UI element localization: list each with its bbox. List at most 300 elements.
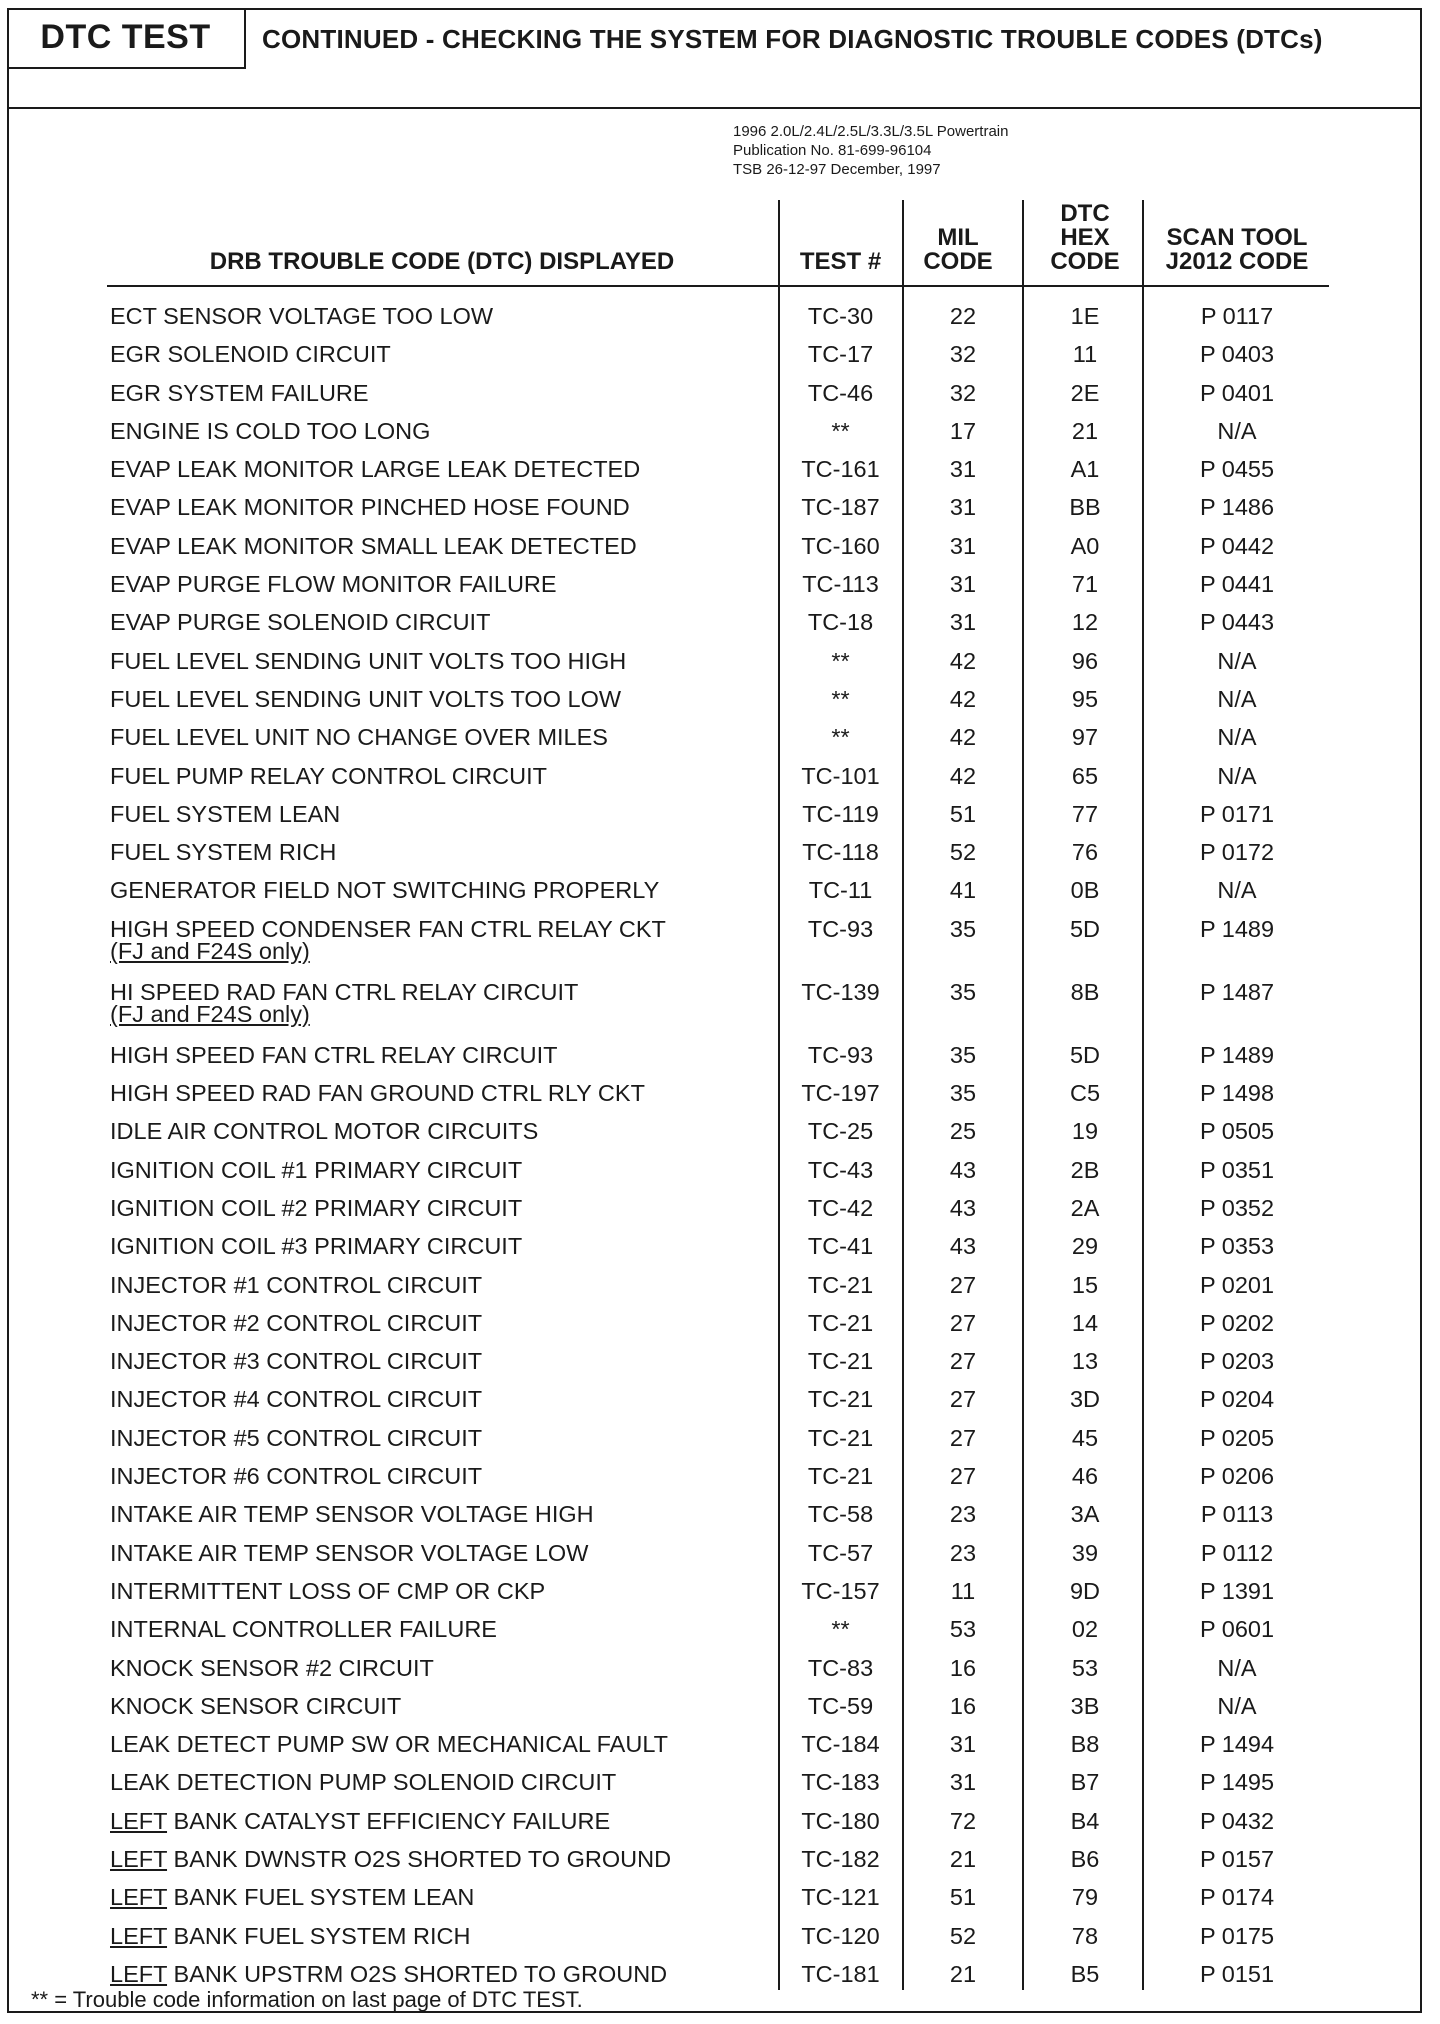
mil-code: 27 — [949, 1424, 977, 1451]
table-row — [0, 1423, 1440, 1461]
scan-tool-code: P 0172 — [1199, 839, 1275, 866]
scan-tool-code: P 0112 — [1200, 1539, 1274, 1566]
dtc-description-note: (FJ and F24S only) — [110, 937, 310, 964]
dtc-description — [110, 1959, 667, 1989]
section-tag: DTC TEST — [7, 8, 246, 69]
dtc-hex-code: B4 — [1070, 1807, 1100, 1834]
publication-line: TSB 26-12-97 December, 1997 — [733, 161, 941, 178]
dtc-description-text: KNOCK SENSOR CIRCUIT — [110, 1692, 402, 1719]
scan-tool-code: P 0455 — [1199, 456, 1275, 483]
dtc-description-text: INJECTOR #4 CONTROL CIRCUIT — [110, 1386, 483, 1413]
test-number: TC-46 — [807, 379, 874, 406]
dtc-description — [110, 454, 640, 484]
dtc-description-text: EGR SOLENOID CIRCUIT — [110, 341, 391, 368]
dtc-description-lead: LEFT — [110, 1960, 168, 1987]
dtc-description-text: FUEL LEVEL SENDING UNIT VOLTS TOO HIGH — [110, 647, 627, 674]
table-row — [0, 569, 1440, 607]
dtc-hex-code: 78 — [1071, 1922, 1099, 1949]
mil-code: 35 — [949, 1041, 977, 1068]
dtc-description-text: INTERNAL CONTROLLER FAILURE — [110, 1616, 497, 1643]
mil-code: 21 — [949, 1960, 977, 1987]
dtc-hex-code: 1E — [1070, 303, 1100, 329]
dtc-description-text: INTAKE AIR TEMP SENSOR VOLTAGE LOW — [110, 1539, 589, 1566]
mil-code: 35 — [949, 915, 977, 942]
dtc-description-lead: LEFT — [110, 1922, 168, 1949]
dtc-hex-code: 9D — [1069, 1577, 1101, 1604]
test-number: TC-93 — [807, 915, 874, 942]
dtc-description — [110, 1729, 668, 1759]
header-line: CODE — [1050, 248, 1120, 275]
dtc-hex-code: 29 — [1071, 1233, 1099, 1260]
mil-code: 42 — [949, 762, 977, 789]
dtc-description — [110, 1576, 545, 1606]
dtc-description-text: HIGH SPEED FAN CTRL RELAY CIRCUIT — [110, 1041, 558, 1068]
table-row — [0, 684, 1440, 722]
mil-code: 31 — [949, 609, 977, 636]
test-number: TC-93 — [807, 1041, 874, 1068]
scan-tool-code: P 0441 — [1199, 571, 1275, 598]
table-row — [0, 1193, 1440, 1231]
test-number: ** — [831, 417, 850, 444]
header-line: J2012 CODE — [1165, 248, 1309, 275]
scan-tool-code: N/A — [1217, 1654, 1257, 1681]
scan-tool-code: P 0205 — [1199, 1424, 1275, 1451]
mil-code: 35 — [949, 978, 977, 1005]
mil-code: 27 — [949, 1463, 977, 1490]
dtc-hex-code: B7 — [1070, 1769, 1100, 1796]
dtc-description — [110, 531, 637, 561]
table-row — [0, 1882, 1440, 1920]
dtc-hex-code: 2B — [1070, 1156, 1100, 1183]
dtc-hex-code: A1 — [1070, 456, 1100, 483]
test-number: TC-120 — [801, 1922, 880, 1949]
scan-tool-code: P 0171 — [1199, 800, 1275, 827]
mil-code: 21 — [949, 1845, 977, 1872]
dtc-hex-code: 2E — [1070, 379, 1100, 406]
table-row — [0, 1921, 1440, 1959]
table-row — [0, 1499, 1440, 1537]
dtc-hex-code: BB — [1069, 494, 1101, 521]
dtc-description-text: LEAK DETECT PUMP SW OR MECHANICAL FAULT — [110, 1731, 669, 1758]
dtc-description-text: BANK CATALYST EFFICIENCY FAILURE — [167, 1807, 611, 1834]
dtc-description — [110, 607, 490, 637]
table-row — [0, 799, 1440, 837]
mil-code: 23 — [949, 1501, 977, 1528]
dtc-description — [110, 1270, 482, 1300]
mil-code: 42 — [949, 685, 977, 712]
dtc-description — [110, 1231, 522, 1261]
mil-code: 52 — [949, 1922, 977, 1949]
mil-code: 11 — [950, 1577, 976, 1604]
dtc-description-text: LEAK DETECTION PUMP SOLENOID CIRCUIT — [110, 1769, 617, 1796]
scan-tool-code: P 1495 — [1199, 1769, 1275, 1796]
mil-code: 27 — [949, 1309, 977, 1336]
table-row — [0, 454, 1440, 492]
scan-tool-code: N/A — [1217, 417, 1257, 444]
mil-code: 43 — [949, 1233, 977, 1260]
scan-tool-code: N/A — [1217, 685, 1257, 712]
scan-tool-code: N/A — [1217, 647, 1257, 674]
test-number: TC-43 — [807, 1156, 874, 1183]
dtc-hex-code: B5 — [1070, 1960, 1100, 1987]
dtc-hex-code: 95 — [1071, 685, 1099, 712]
dtc-description-text: FUEL PUMP RELAY CONTROL CIRCUIT — [110, 762, 547, 789]
table-row — [0, 607, 1440, 645]
dtc-hex-code: 45 — [1071, 1424, 1099, 1451]
test-number: TC-58 — [807, 1501, 874, 1528]
dtc-description-text: FUEL LEVEL SENDING UNIT VOLTS TOO LOW — [110, 685, 622, 712]
dtc-hex-code: 15 — [1071, 1271, 1099, 1298]
table-row — [0, 1729, 1440, 1767]
scan-tool-code: N/A — [1217, 1692, 1257, 1719]
table-row — [0, 1653, 1440, 1691]
dtc-description — [110, 1921, 470, 1951]
scan-tool-code: P 0203 — [1199, 1348, 1275, 1375]
scan-tool-code: N/A — [1217, 762, 1257, 789]
scan-tool-code: P 0206 — [1199, 1463, 1275, 1490]
dtc-description — [110, 416, 430, 446]
dtc-description-text: ECT SENSOR VOLTAGE TOO LOW — [110, 303, 494, 329]
dtc-description-text: EVAP LEAK MONITOR SMALL LEAK DETECTED — [110, 532, 637, 559]
table-row — [0, 722, 1440, 760]
test-number: ** — [831, 647, 850, 674]
table-row — [0, 492, 1440, 530]
dtc-description-text: GENERATOR FIELD NOT SWITCHING PROPERLY — [110, 877, 660, 904]
dtc-hex-code: 3D — [1069, 1386, 1101, 1413]
mil-code: 31 — [949, 1731, 977, 1758]
mil-code: 43 — [949, 1156, 977, 1183]
dtc-hex-code: 14 — [1071, 1309, 1099, 1336]
table-row — [0, 1346, 1440, 1384]
test-number: TC-101 — [801, 762, 880, 789]
scan-tool-code: P 0201 — [1199, 1271, 1275, 1298]
column-header-mil — [908, 226, 1008, 274]
header-line: SCAN TOOL — [1166, 224, 1308, 251]
dtc-description — [110, 799, 340, 829]
mil-code: 32 — [949, 379, 977, 406]
dtc-description-lead: LEFT — [110, 1884, 168, 1911]
dtc-hex-code: 77 — [1071, 800, 1099, 827]
test-number: TC-160 — [801, 532, 880, 559]
dtc-description-text: INJECTOR #2 CONTROL CIRCUIT — [110, 1309, 483, 1336]
dtc-description — [110, 977, 579, 1027]
dtc-description-text: BANK FUEL SYSTEM LEAN — [167, 1884, 475, 1911]
dtc-description — [110, 1806, 610, 1836]
header-rule — [107, 285, 1329, 287]
dtc-hex-code: 76 — [1071, 839, 1099, 866]
mil-code: 31 — [949, 494, 977, 521]
test-number: TC-187 — [801, 494, 880, 521]
table-row — [0, 339, 1440, 377]
dtc-description — [110, 1614, 497, 1644]
dtc-description — [110, 1423, 482, 1453]
dtc-hex-code: 97 — [1071, 724, 1099, 751]
dtc-description-text: KNOCK SENSOR #2 CIRCUIT — [110, 1654, 434, 1681]
mil-code: 27 — [949, 1348, 977, 1375]
dtc-description-text: IGNITION COIL #1 PRIMARY CIRCUIT — [110, 1156, 523, 1183]
test-number: TC-21 — [807, 1463, 874, 1490]
dtc-hex-code: 65 — [1071, 762, 1099, 789]
table-row — [0, 378, 1440, 416]
dtc-hex-code: 79 — [1071, 1884, 1099, 1911]
test-number: TC-182 — [801, 1845, 880, 1872]
dtc-description-text: EVAP PURGE SOLENOID CIRCUIT — [110, 609, 491, 636]
scan-tool-code: P 0204 — [1199, 1386, 1275, 1413]
test-number: TC-157 — [801, 1577, 880, 1604]
mil-code: 41 — [949, 877, 977, 904]
dtc-description-text: BANK FUEL SYSTEM RICH — [167, 1922, 471, 1949]
table-row — [0, 1767, 1440, 1805]
dtc-description — [110, 722, 608, 752]
dtc-hex-code: 12 — [1071, 609, 1099, 636]
test-number: TC-21 — [807, 1424, 874, 1451]
dtc-description — [110, 1691, 401, 1721]
dtc-description-text: EVAP LEAK MONITOR LARGE LEAK DETECTED — [110, 456, 641, 483]
scan-tool-code: N/A — [1217, 724, 1257, 751]
table-row — [0, 1384, 1440, 1422]
scan-tool-code: P 0175 — [1199, 1922, 1275, 1949]
dtc-hex-code: 21 — [1071, 417, 1099, 444]
table-row — [0, 977, 1440, 1040]
mil-code: 35 — [949, 1080, 977, 1107]
scan-tool-code: P 0353 — [1199, 1233, 1275, 1260]
dtc-hex-code: 2A — [1070, 1194, 1100, 1221]
test-number: TC-17 — [807, 341, 874, 368]
mil-code: 23 — [949, 1539, 977, 1566]
mil-code: 51 — [949, 800, 977, 827]
test-number: TC-57 — [807, 1539, 874, 1566]
table-row — [0, 1231, 1440, 1269]
table-row — [0, 1691, 1440, 1729]
dtc-hex-code: 5D — [1069, 1041, 1101, 1068]
test-number: TC-184 — [801, 1731, 880, 1758]
table-row — [0, 875, 1440, 913]
dtc-hex-code: 46 — [1071, 1463, 1099, 1490]
test-number: TC-121 — [801, 1884, 880, 1911]
test-number: TC-139 — [801, 978, 880, 1005]
mil-code: 52 — [949, 839, 977, 866]
dtc-description-lead: LEFT — [110, 1807, 168, 1834]
dtc-hex-code: 11 — [1072, 341, 1098, 368]
table-row — [0, 531, 1440, 569]
dtc-description — [110, 1155, 522, 1185]
column-header-scan-tool — [1142, 226, 1332, 274]
dtc-hex-code: 3B — [1070, 1692, 1100, 1719]
scan-tool-code: P 0174 — [1199, 1884, 1275, 1911]
dtc-description-lead: LEFT — [110, 1845, 168, 1872]
scan-tool-code: P 0442 — [1199, 532, 1275, 559]
footnote: ** = Trouble code information on last page of DTC TEST. — [31, 1987, 583, 2012]
dtc-description — [110, 1844, 671, 1874]
dtc-hex-code: 39 — [1071, 1539, 1099, 1566]
dtc-hex-code: 13 — [1071, 1348, 1099, 1375]
test-number: TC-42 — [807, 1194, 874, 1221]
dtc-description-text: ENGINE IS COLD TOO LONG — [110, 417, 431, 444]
dtc-description-text: INJECTOR #1 CONTROL CIRCUIT — [110, 1271, 483, 1298]
dtc-description-text: HI SPEED RAD FAN CTRL RELAY CIRCUIT — [110, 978, 579, 1005]
table-row — [0, 1806, 1440, 1844]
dtc-description-text: INJECTOR #3 CONTROL CIRCUIT — [110, 1348, 483, 1375]
scan-tool-code: P 0113 — [1200, 1501, 1274, 1528]
table-row — [0, 1844, 1440, 1882]
test-number: TC-21 — [807, 1271, 874, 1298]
publication-info — [733, 122, 1009, 179]
dtc-description — [110, 1308, 482, 1338]
header-line: MIL — [937, 224, 979, 251]
dtc-description-text: INJECTOR #6 CONTROL CIRCUIT — [110, 1463, 483, 1490]
dtc-description — [110, 684, 621, 714]
dtc-hex-code: C5 — [1069, 1080, 1101, 1107]
publication-line: 1996 2.0L/2.4L/2.5L/3.3L/3.5L Powertrain — [733, 123, 1009, 140]
scan-tool-code: P 1494 — [1199, 1731, 1275, 1758]
table-row — [0, 1116, 1440, 1154]
table-row — [0, 1576, 1440, 1614]
header-line: DTC — [1060, 200, 1110, 227]
dtc-description-text: IDLE AIR CONTROL MOTOR CIRCUITS — [110, 1118, 539, 1145]
test-number: TC-183 — [801, 1769, 880, 1796]
dtc-hex-code: 71 — [1071, 571, 1099, 598]
test-number: TC-21 — [807, 1386, 874, 1413]
table-row — [0, 646, 1440, 684]
test-number: TC-11 — [808, 877, 873, 904]
test-number: TC-21 — [807, 1348, 874, 1375]
dtc-description — [110, 875, 659, 905]
test-number: TC-30 — [807, 303, 874, 329]
table-row — [0, 1040, 1440, 1078]
mil-code: 42 — [949, 724, 977, 751]
dtc-description-text: IGNITION COIL #3 PRIMARY CIRCUIT — [110, 1233, 523, 1260]
dtc-description — [110, 378, 369, 408]
scan-tool-code: P 0117 — [1200, 303, 1274, 329]
scan-tool-code: P 0505 — [1199, 1118, 1275, 1145]
scan-tool-code: P 0151 — [1199, 1960, 1275, 1987]
dtc-hex-code: 96 — [1071, 647, 1099, 674]
mil-code: 27 — [949, 1271, 977, 1298]
test-number: TC-118 — [802, 839, 879, 866]
scan-tool-code: P 0202 — [1199, 1309, 1275, 1336]
mil-code: 25 — [949, 1118, 977, 1145]
header-line: CODE — [923, 248, 993, 275]
mil-code: 31 — [949, 456, 977, 483]
mil-code: 31 — [949, 571, 977, 598]
mil-code: 53 — [949, 1616, 977, 1643]
test-number: TC-18 — [807, 609, 874, 636]
mil-code: 51 — [949, 1884, 977, 1911]
dtc-description — [110, 914, 666, 964]
dtc-description — [110, 1882, 474, 1912]
dtc-hex-code: 8B — [1070, 978, 1100, 1005]
dtc-description-text: EGR SYSTEM FAILURE — [110, 379, 369, 406]
scan-tool-code: P 0401 — [1199, 379, 1275, 406]
dtc-hex-code: 53 — [1071, 1654, 1099, 1681]
dtc-description-text: INTERMITTENT LOSS OF CMP OR CKP — [110, 1577, 546, 1604]
mil-code: 16 — [949, 1654, 977, 1681]
table-row — [0, 837, 1440, 875]
dtc-hex-code: B8 — [1070, 1731, 1100, 1758]
test-number: TC-59 — [807, 1692, 874, 1719]
table-row — [0, 1461, 1440, 1499]
column-header-test: TEST # — [799, 248, 882, 275]
dtc-description-note: (FJ and F24S only) — [110, 1000, 310, 1027]
header-line: HEX — [1060, 224, 1110, 251]
mil-code: 31 — [949, 1769, 977, 1796]
test-number: TC-161 — [801, 456, 880, 483]
dtc-description-text: EVAP PURGE FLOW MONITOR FAILURE — [110, 571, 557, 598]
dtc-description-text: HIGH SPEED CONDENSER FAN CTRL RELAY CKT — [110, 915, 666, 942]
dtc-description-text: FUEL LEVEL UNIT NO CHANGE OVER MILES — [110, 724, 608, 751]
dtc-description — [110, 301, 493, 331]
dtc-hex-code: 19 — [1071, 1118, 1099, 1145]
mil-code: 43 — [949, 1194, 977, 1221]
page-title: CONTINUED - CHECKING THE SYSTEM FOR DIAGNOSTIC TROUBLE CODES (DTCs) — [262, 24, 1323, 54]
dtc-description-text: EVAP LEAK MONITOR PINCHED HOSE FOUND — [110, 494, 630, 521]
test-number: TC-25 — [807, 1118, 874, 1145]
scan-tool-code: N/A — [1217, 877, 1257, 904]
scan-tool-code: P 1391 — [1199, 1577, 1275, 1604]
table-row — [0, 1614, 1440, 1652]
mil-code: 16 — [949, 1692, 977, 1719]
test-number: TC-197 — [801, 1080, 880, 1107]
scan-tool-code: P 1487 — [1199, 978, 1275, 1005]
scan-tool-code: P 1489 — [1199, 1041, 1275, 1068]
mil-code: 17 — [949, 417, 977, 444]
table-row — [0, 914, 1440, 977]
test-number: TC-181 — [801, 1960, 880, 1987]
dtc-description — [110, 492, 630, 522]
mil-code: 32 — [949, 341, 977, 368]
test-number: TC-113 — [802, 571, 879, 598]
dtc-description-text: BANK UPSTRM O2S SHORTED TO GROUND — [167, 1960, 668, 1987]
scan-tool-code: P 0432 — [1199, 1807, 1275, 1834]
dtc-hex-code: 02 — [1071, 1616, 1099, 1643]
dtc-description — [110, 1384, 482, 1414]
dtc-table-body — [0, 301, 1440, 1997]
column-header-hex — [1030, 202, 1140, 274]
dtc-description — [110, 569, 557, 599]
test-number: TC-83 — [807, 1654, 874, 1681]
test-number: TC-21 — [807, 1309, 874, 1336]
dtc-description-text: IGNITION COIL #2 PRIMARY CIRCUIT — [110, 1194, 523, 1221]
dtc-description — [110, 761, 547, 791]
dtc-description-text: BANK DWNSTR O2S SHORTED TO GROUND — [167, 1845, 672, 1872]
scan-tool-code: P 1486 — [1199, 494, 1275, 521]
test-number: ** — [831, 685, 850, 712]
dtc-description — [110, 1653, 434, 1683]
table-row — [0, 1270, 1440, 1308]
mil-code: 42 — [949, 647, 977, 674]
mil-code: 27 — [949, 1386, 977, 1413]
scan-tool-code: P 1498 — [1199, 1080, 1275, 1107]
dtc-description — [110, 1461, 482, 1491]
dtc-description-text: FUEL SYSTEM LEAN — [110, 800, 341, 827]
scan-tool-code: P 1489 — [1199, 915, 1275, 942]
scan-tool-code: P 0352 — [1199, 1194, 1275, 1221]
table-row — [0, 416, 1440, 454]
dtc-description-text: INTAKE AIR TEMP SENSOR VOLTAGE HIGH — [110, 1501, 594, 1528]
dtc-description-text: HIGH SPEED RAD FAN GROUND CTRL RLY CKT — [110, 1080, 645, 1107]
scan-tool-code: P 0157 — [1199, 1845, 1275, 1872]
dtc-description — [110, 1538, 588, 1568]
scan-tool-code: P 0443 — [1199, 609, 1275, 636]
column-header-description: DRB TROUBLE CODE (DTC) DISPLAYED — [209, 248, 675, 275]
dtc-description — [110, 1346, 482, 1376]
dtc-description-text: FUEL SYSTEM RICH — [110, 839, 337, 866]
table-row — [0, 1308, 1440, 1346]
dtc-description — [110, 1078, 645, 1108]
dtc-hex-code: 0B — [1070, 877, 1100, 904]
dtc-description — [110, 646, 626, 676]
dtc-description — [110, 339, 391, 369]
